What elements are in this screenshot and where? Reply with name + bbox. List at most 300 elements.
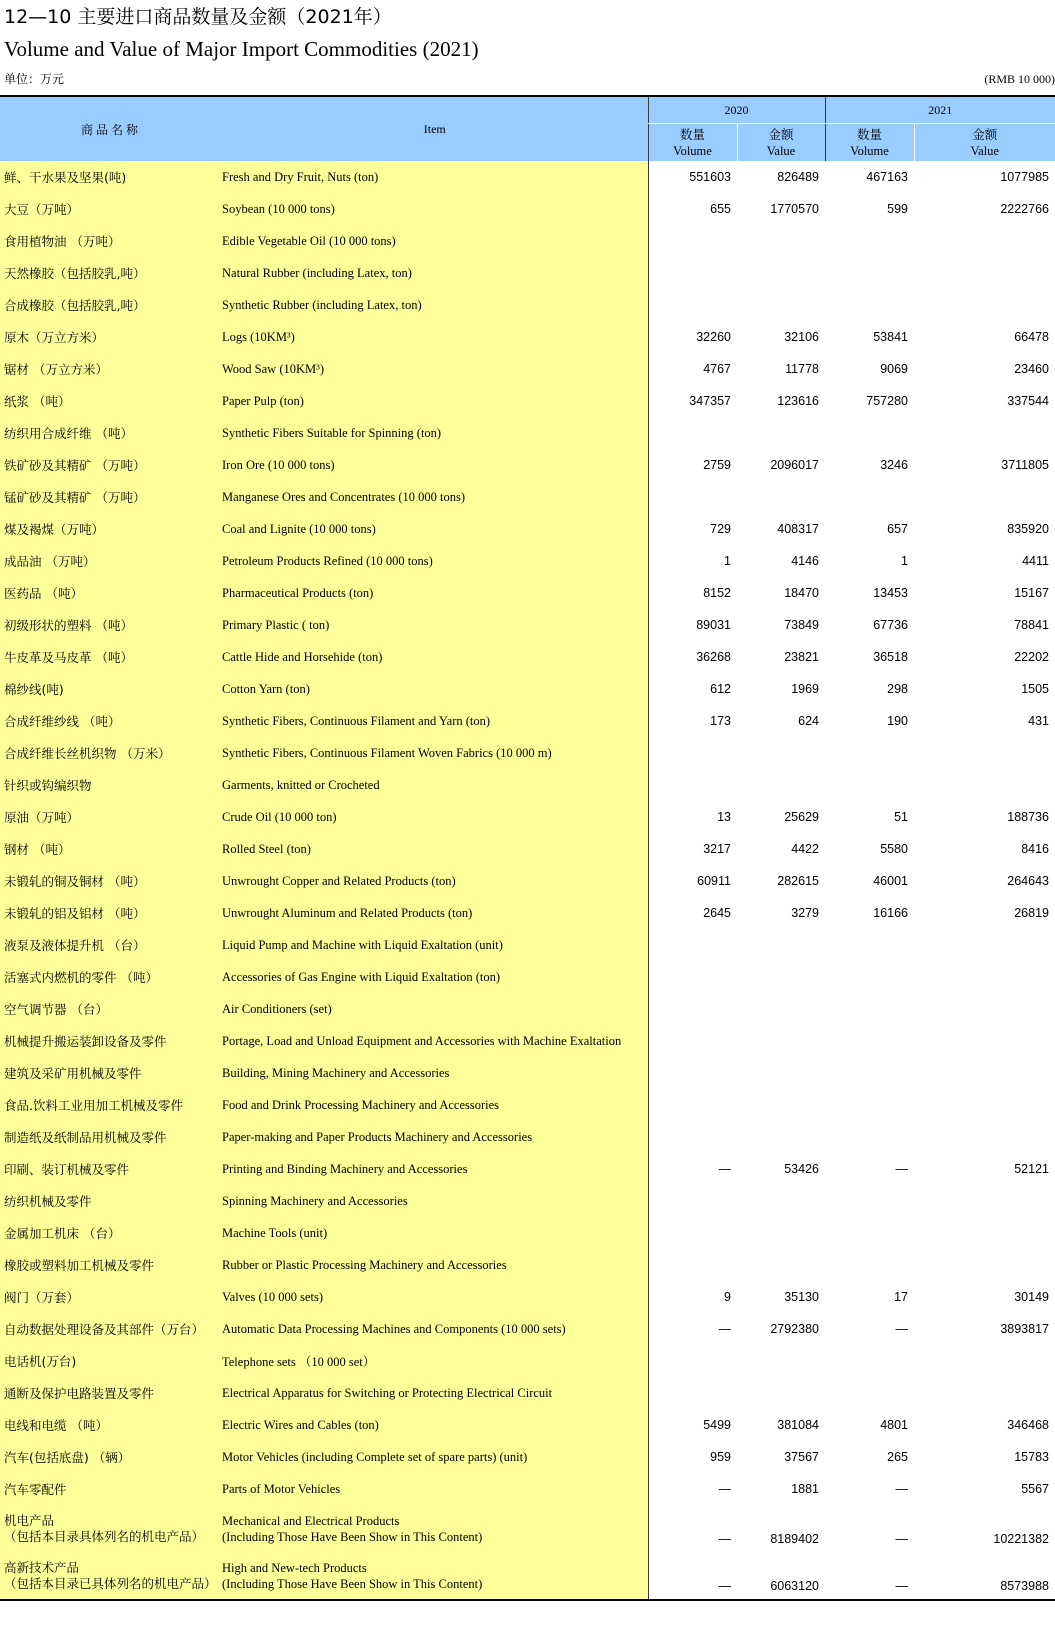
value-2021-cell [914,1377,1055,1409]
item-name-cn: 建筑及采矿用机械及零件 [0,1057,222,1089]
table-row [0,417,1055,449]
item-name-en-line: (Including Those Have Been Show in This Content) [222,1529,483,1544]
value-2021-cell [914,1185,1055,1217]
value-2021-cell: 835920 [914,513,1055,545]
volume-2020-cell: 612 [648,673,737,705]
value-2020-cell [737,1185,825,1217]
volume-2021-cell: 4801 [825,1409,914,1441]
table-row [0,929,1055,961]
table-row [0,353,1055,385]
value-2021-cell [914,257,1055,289]
value-2020-cell [737,769,825,801]
volume-2020-cell: 4767 [648,353,737,385]
item-name-en: Paper Pulp (ton) [222,385,648,417]
value-2020-cell [737,1249,825,1281]
value-2021-cell [914,1249,1055,1281]
item-name-cn [0,1505,222,1552]
value-2020-cell: 32106 [737,321,825,353]
volume-2020-cell: 8152 [648,577,737,609]
item-name-cn-line: （包括本目录具体列名的机电产品） [4,1528,205,1544]
volume-2021-cell [825,993,914,1025]
item-name-cn: 鲜、干水果及坚果(吨) [0,161,222,193]
volume-2020-cell [648,1345,737,1377]
table-row [0,897,1055,929]
item-name-en: Building, Mining Machinery and Accessories [222,1057,648,1089]
value-2020-cell: 123616 [737,385,825,417]
value-2021-cell: 23460 [914,353,1055,385]
table-row [0,993,1055,1025]
item-name-en: Manganese Ores and Concentrates (10 000 tons) [222,481,648,513]
volume-2021-cell [825,1345,914,1377]
table-row [0,449,1055,481]
item-name-en: Coal and Lignite (10 000 tons) [222,513,648,545]
value-2020-cell: 8189402 [737,1505,825,1552]
unit-label-english: (RMB 10 000) [984,72,1055,86]
value-2021-cell: 346468 [914,1409,1055,1441]
item-name-en: Air Conditioners (set) [222,993,648,1025]
value-2020-cell: 4146 [737,545,825,577]
volume-2020-cell: 3217 [648,833,737,865]
item-name-en: Garments, knitted or Crocheted [222,769,648,801]
item-name-cn: 合成橡胶（包括胶乳,吨） [0,289,222,321]
item-name-cn: 汽车零配件 [0,1473,222,1505]
volume-2020-cell [648,929,737,961]
item-name-cn: 自动数据处理设备及其部件（万台） [0,1313,222,1345]
value-2021-cell [914,481,1055,513]
item-name-en: Rubber or Plastic Processing Machinery and Accessories [222,1249,648,1281]
table-row [0,705,1055,737]
value-2021-cell [914,1089,1055,1121]
item-name-cn: 橡胶或塑料加工机械及零件 [0,1249,222,1281]
value-2021-cell [914,417,1055,449]
item-name-en [222,1505,648,1552]
item-name-en: Liquid Pump and Machine with Liquid Exaltation (unit) [222,929,648,961]
volume-2020-cell: 551603 [648,161,737,193]
volume-2021-cell: — [825,1153,914,1185]
table-row [0,1057,1055,1089]
value-2021-cell [914,225,1055,257]
volume-2020-cell [648,225,737,257]
item-en-header: Item [222,96,648,161]
volume-2020-cell [648,1185,737,1217]
value-2020-cell: 6063120 [737,1552,825,1600]
table-row [0,1089,1055,1121]
volume-2021-cell: — [825,1313,914,1345]
item-name-cn-line: （包括本目录已具体列名的机电产品） [4,1575,217,1591]
value-2020-cell: 408317 [737,513,825,545]
item-name-en: Parts of Motor Vehicles [222,1473,648,1505]
volume-2020-cell: 9 [648,1281,737,1313]
item-name-en: Soybean (10 000 tons) [222,193,648,225]
table-row [0,257,1055,289]
item-name-cn: 电话机(万台) [0,1345,222,1377]
item-name-cn: 液泵及液体提升机 （台） [0,929,222,961]
item-name-cn: 未锻轧的铜及铜材 （吨） [0,865,222,897]
value-2020-cell: 624 [737,705,825,737]
volume-2021-cell: 13453 [825,577,914,609]
table-row [0,225,1055,257]
year-2020-header: 2020 [648,96,825,124]
value-2020-cell: 53426 [737,1153,825,1185]
table-row [0,1345,1055,1377]
value-2021-cell: 2222766 [914,193,1055,225]
value-2021-cell: 8573988 [914,1552,1055,1600]
value-2021-cell [914,1345,1055,1377]
value-2020-cell [737,1345,825,1377]
table-row [0,161,1055,193]
item-name-en: Primary Plastic ( ton) [222,609,648,641]
item-name-cn: 纸浆 （吨） [0,385,222,417]
volume-2020-cell: 959 [648,1441,737,1473]
volume-2021-cell: — [825,1552,914,1600]
year-2021-header: 2021 [825,96,1055,124]
volume-2020-cell: 5499 [648,1409,737,1441]
volume-2021-header: 数量 Volume [825,124,914,162]
item-name-cn: 初级形状的塑料 （吨） [0,609,222,641]
volume-2020-cell: 729 [648,513,737,545]
item-name-cn: 电线和电缆 （吨） [0,1409,222,1441]
value-2020-cell: 282615 [737,865,825,897]
volume-2021-cell: — [825,1505,914,1552]
volume-2021-cell: — [825,1473,914,1505]
value-2020-cell [737,1025,825,1057]
item-name-cn: 牛皮革及马皮革 （吨） [0,641,222,673]
value-2020-cell: 23821 [737,641,825,673]
table-row [0,513,1055,545]
value-2021-cell: 66478 [914,321,1055,353]
volume-2020-cell: 347357 [648,385,737,417]
item-name-en: Food and Drink Processing Machinery and Accessories [222,1089,648,1121]
volume-2020-cell: — [648,1552,737,1600]
item-name-cn-line: 机电产品 [4,1512,55,1528]
item-name-cn: 大豆（万吨） [0,193,222,225]
item-name-en: Natural Rubber (including Latex, ton) [222,257,648,289]
item-name-en: Machine Tools (unit) [222,1217,648,1249]
volume-2020-cell [648,1249,737,1281]
value-2021-cell: 8416 [914,833,1055,865]
value-2020-cell [737,481,825,513]
item-name-en: Electric Wires and Cables (ton) [222,1409,648,1441]
table-row [0,609,1055,641]
item-name-cn: 食用植物油 （万吨） [0,225,222,257]
volume-2020-cell: 1 [648,545,737,577]
item-name-en: Electrical Apparatus for Switching or Protecting Electrical Circuit [222,1377,648,1409]
value-2020-cell: 35130 [737,1281,825,1313]
value-2021-cell: 1077985 [914,161,1055,193]
volume-2020-cell: 60911 [648,865,737,897]
volume-2020-cell: 173 [648,705,737,737]
table-body [0,161,1055,1600]
value-2021-cell: 188736 [914,801,1055,833]
value-2020-cell: 11778 [737,353,825,385]
volume-2021-cell: 46001 [825,865,914,897]
item-name-en: Spinning Machinery and Accessories [222,1185,648,1217]
table-row [0,1121,1055,1153]
value-2021-cell [914,769,1055,801]
volume-2021-cell [825,769,914,801]
item-name-en: Accessories of Gas Engine with Liquid Exaltation (ton) [222,961,648,993]
item-name-cn: 天然橡胶（包括胶乳,吨） [0,257,222,289]
volume-2020-cell [648,769,737,801]
volume-2021-cell [825,1121,914,1153]
table-row [0,1185,1055,1217]
volume-2020-cell [648,1121,737,1153]
volume-2021-cell: 1 [825,545,914,577]
item-name-cn: 金属加工机床 （台） [0,1217,222,1249]
volume-2020-cell: 89031 [648,609,737,641]
item-name-cn: 制造纸及纸制品用机械及零件 [0,1121,222,1153]
value-2020-cell: 381084 [737,1409,825,1441]
volume-2021-cell [825,961,914,993]
item-name-en: Wood Saw (10KM³) [222,353,648,385]
value-2021-cell: 22202 [914,641,1055,673]
item-name-en: Telephone sets （10 000 set） [222,1345,648,1377]
volume-2021-cell: 17 [825,1281,914,1313]
table-row [0,321,1055,353]
item-name-cn: 针织或钩编织物 [0,769,222,801]
item-name-en: Iron Ore (10 000 tons) [222,449,648,481]
volume-2021-cell [825,1217,914,1249]
value-2021-cell: 78841 [914,609,1055,641]
volume-2021-cell: 190 [825,705,914,737]
value-2021-cell [914,993,1055,1025]
value-2021-cell [914,1121,1055,1153]
volume-2021-cell: 9069 [825,353,914,385]
volume-2021-cell: 757280 [825,385,914,417]
table-row [0,1281,1055,1313]
value-2020-cell: 18470 [737,577,825,609]
table-row [0,833,1055,865]
item-name-en: Logs (10KM³) [222,321,648,353]
volume-2021-cell [825,1025,914,1057]
item-name-cn: 活塞式内燃机的零件 （吨） [0,961,222,993]
volume-2021-cell: 51 [825,801,914,833]
item-name-en: Rolled Steel (ton) [222,833,648,865]
item-name-cn: 棉纱线(吨) [0,673,222,705]
table-row [0,961,1055,993]
value-2020-cell: 37567 [737,1441,825,1473]
table-row [0,577,1055,609]
value-2021-cell: 1505 [914,673,1055,705]
volume-2020-cell [648,1217,737,1249]
table-row [0,1505,1055,1552]
volume-2020-cell: 655 [648,193,737,225]
volume-2021-cell [825,417,914,449]
value-2020-cell: 2096017 [737,449,825,481]
volume-2021-cell: 3246 [825,449,914,481]
item-name-en: Paper-making and Paper Products Machinery and Accessories [222,1121,648,1153]
value-2020-cell [737,417,825,449]
value-2021-cell: 264643 [914,865,1055,897]
value-2020-cell [737,929,825,961]
item-name-cn-line: 高新技术产品 [4,1559,80,1575]
item-name-en: Fresh and Dry Fruit, Nuts (ton) [222,161,648,193]
volume-2021-cell [825,737,914,769]
value-2021-cell: 15167 [914,577,1055,609]
item-name-cn: 纺织用合成纤维 （吨） [0,417,222,449]
item-name-en: Petroleum Products Refined (10 000 tons) [222,545,648,577]
table-row [0,1473,1055,1505]
item-name-cn: 机械提升搬运装卸设备及零件 [0,1025,222,1057]
value-2020-cell [737,961,825,993]
item-name-cn: 原木（万立方米） [0,321,222,353]
item-name-en: Synthetic Fibers, Continuous Filament and Yarn (ton) [222,705,648,737]
value-2021-cell: 3711805 [914,449,1055,481]
table-row [0,737,1055,769]
item-name-cn: 食品.饮料工业用加工机械及零件 [0,1089,222,1121]
volume-2020-cell: 2645 [648,897,737,929]
value-2021-cell: 15783 [914,1441,1055,1473]
item-name-cn [0,1552,222,1600]
volume-2021-cell [825,1377,914,1409]
volume-2020-cell [648,961,737,993]
volume-2021-cell [825,929,914,961]
table-row [0,1025,1055,1057]
item-name-en: Pharmaceutical Products (ton) [222,577,648,609]
item-name-en: Automatic Data Processing Machines and Components (10 000 sets) [222,1313,648,1345]
value-2021-cell: 5567 [914,1473,1055,1505]
item-name-en: Printing and Binding Machinery and Accessories [222,1153,648,1185]
volume-2021-cell [825,257,914,289]
table-row [0,673,1055,705]
item-name-en: Valves (10 000 sets) [222,1281,648,1313]
volume-2020-cell [648,1057,737,1089]
value-2020-cell [737,993,825,1025]
item-name-en [222,1552,648,1600]
table-row [0,1409,1055,1441]
value-2021-cell [914,1217,1055,1249]
volume-2020-cell: — [648,1473,737,1505]
table-row [0,545,1055,577]
table-row [0,1552,1055,1600]
value-2020-cell [737,1377,825,1409]
volume-2021-cell: 36518 [825,641,914,673]
volume-2020-cell [648,1377,737,1409]
table-title-english: Volume and Value of Major Import Commodities (2021) [4,37,479,61]
value-2021-cell [914,1057,1055,1089]
value-2021-cell [914,929,1055,961]
volume-2020-cell: — [648,1313,737,1345]
item-name-cn: 纺织机械及零件 [0,1185,222,1217]
value-2020-cell [737,1089,825,1121]
item-name-cn: 医药品 （吨） [0,577,222,609]
table-row [0,1441,1055,1473]
item-name-en: Synthetic Fibers Suitable for Spinning (ton) [222,417,648,449]
item-name-cn: 汽车(包括底盘) （辆） [0,1441,222,1473]
item-name-en: Unwrought Copper and Related Products (ton) [222,865,648,897]
item-name-cn: 合成纤维纱线 （吨） [0,705,222,737]
volume-2020-header: 数量 Volume [648,124,737,162]
value-2020-cell: 2792380 [737,1313,825,1345]
value-2020-cell: 826489 [737,161,825,193]
table-row [0,641,1055,673]
table-row [0,481,1055,513]
volume-2021-cell [825,1057,914,1089]
value-2021-cell: 4411 [914,545,1055,577]
value-2021-cell [914,737,1055,769]
volume-2020-cell [648,257,737,289]
volume-2020-cell [648,1025,737,1057]
table-row [0,385,1055,417]
volume-2020-cell: 13 [648,801,737,833]
value-2020-cell: 73849 [737,609,825,641]
value-2020-cell: 1969 [737,673,825,705]
item-name-cn: 未锻轧的铝及铝材 （吨） [0,897,222,929]
table-row [0,1217,1055,1249]
value-2021-cell [914,289,1055,321]
item-name-cn: 印刷、装订机械及零件 [0,1153,222,1185]
value-2021-cell: 30149 [914,1281,1055,1313]
item-name-en-line: Mechanical and Electrical Products [222,1513,400,1528]
value-2020-cell: 4422 [737,833,825,865]
item-name-en-line: (Including Those Have Been Show in This Content) [222,1576,483,1591]
volume-2021-cell: 467163 [825,161,914,193]
volume-2020-cell [648,737,737,769]
value-2021-cell: 3893817 [914,1313,1055,1345]
value-2020-cell [737,1057,825,1089]
volume-2020-cell: — [648,1505,737,1552]
value-2020-cell [737,1217,825,1249]
value-2020-cell [737,225,825,257]
volume-2020-cell: 32260 [648,321,737,353]
value-2021-cell: 10221382 [914,1505,1055,1552]
item-name-en-line: High and New-tech Products [222,1560,367,1575]
value-2021-header: 金额 Value [914,124,1055,162]
volume-2021-cell [825,1249,914,1281]
item-name-en: Cotton Yarn (ton) [222,673,648,705]
item-cn-header: 商品名称 [0,96,222,161]
value-2020-cell [737,289,825,321]
table-row [0,1153,1055,1185]
table-row [0,801,1055,833]
volume-2021-cell: 298 [825,673,914,705]
value-2021-cell [914,1025,1055,1057]
value-2021-cell: 337544 [914,385,1055,417]
volume-2020-cell: 36268 [648,641,737,673]
volume-2021-cell: 16166 [825,897,914,929]
item-name-en: Synthetic Fibers, Continuous Filament Woven Fabrics (10 000 m) [222,737,648,769]
volume-2021-cell: 5580 [825,833,914,865]
table-title-chinese: 12—10 主要进口商品数量及金额（2021年） [4,6,392,28]
table-row [0,1249,1055,1281]
item-name-cn: 合成纤维长丝机织物 （万米） [0,737,222,769]
item-name-en: Unwrought Aluminum and Related Products (ton) [222,897,648,929]
import-commodities-table [0,95,1055,1601]
volume-2020-cell [648,993,737,1025]
volume-2020-cell [648,417,737,449]
item-name-en: Cattle Hide and Horsehide (ton) [222,641,648,673]
volume-2021-cell [825,1185,914,1217]
table-row [0,1313,1055,1345]
table-row [0,865,1055,897]
volume-2021-cell [825,1089,914,1121]
item-name-cn: 钢材 （吨） [0,833,222,865]
item-name-cn: 铁矿砂及其精矿 （万吨） [0,449,222,481]
item-name-cn: 原油（万吨） [0,801,222,833]
value-2020-cell: 25629 [737,801,825,833]
table-row [0,769,1055,801]
item-name-en: Portage, Load and Unload Equipment and Accessories with Machine Exaltation [222,1025,648,1057]
unit-label: 单位：万元 [4,72,65,86]
volume-2020-cell [648,289,737,321]
value-2020-cell: 3279 [737,897,825,929]
volume-2021-cell: 599 [825,193,914,225]
item-name-cn: 空气调节器 （台） [0,993,222,1025]
volume-2021-cell: 53841 [825,321,914,353]
item-name-cn: 成品油 （万吨） [0,545,222,577]
volume-2020-cell: 2759 [648,449,737,481]
value-2020-cell: 1881 [737,1473,825,1505]
